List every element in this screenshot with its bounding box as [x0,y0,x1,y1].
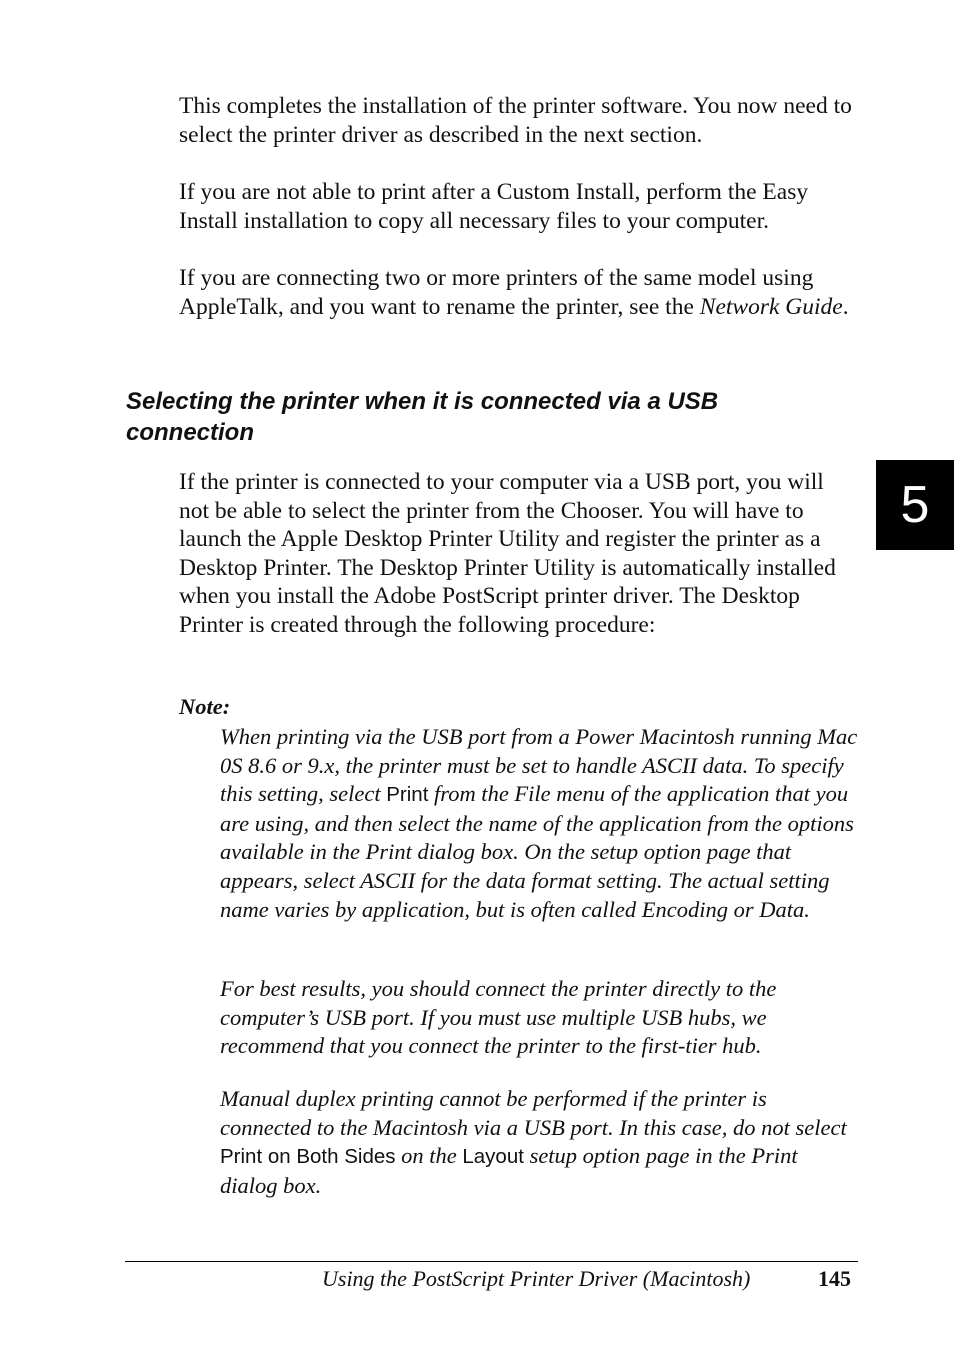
network-guide-reference: Network Guide [699,293,843,320]
print-on-both-sides-option: Print on Both Sides [220,1145,396,1169]
print-command: Print [386,783,429,807]
note-duplex-text-c: setup option page in the Print dialog box. [220,1143,798,1198]
note-duplex-text-b: on the [395,1143,463,1169]
paragraph-appletalk-end: . [842,293,849,320]
note-usb-hubs: For best results, you should connect the printer directly to the computer’s USB port. If you must use multiple USB hubs, we recommend that you connect the printer to the first-tier hub. [220,976,777,1059]
note-ascii-text-a: When printing via the USB port from a Power Macintosh running Mac 0S 8.6 or 9.x, the printer must be set to handle ASCII data. To specify this setting, select [220,724,858,807]
paragraph-appletalk-text: If you are connecting two or more printers of the same model using AppleTalk, and you want to rename the printer, see the [179,265,814,320]
note-label: Note: [179,694,231,719]
section-heading: Selecting the printer when it is connected via a USB connection [126,388,719,446]
note-ascii-data [220,723,860,924]
footer-rule [125,1261,858,1262]
note-duplex-text-a: Manual duplex printing cannot be performed if the printer is connected to the Macintosh via a USB port. In this case, do not select [220,1086,847,1140]
note-ascii-text-b: from the File menu of the application that you are using, and then select the name of the application from the options available in the Print dialog box. On the setup option page that appears, select ASCII for the data format setting. The actual setting name varies by application, but is often called Encoding or Data. [220,781,854,922]
note-manual-duplex [220,1085,860,1200]
paragraph-appletalk [179,264,859,321]
paragraph-installation-complete: This completes the installation of the printer software. You now need to select the printer driver as described in the next section. [179,93,852,148]
footer-title: Using the PostScript Printer Driver (Macintosh) [322,1266,751,1291]
chapter-tab: 5 [876,460,954,550]
page-number: 145 [818,1266,851,1291]
paragraph-usb-intro: If the printer is connected to your computer via a USB port, you will not be able to select the printer from the Chooser. You will have to launch the Apple Desktop Printer Utility and register the printer as a Desktop Printer. The Desktop Printer Utility is automatically installed when you install the Adobe PostScript printer driver. The Desktop Printer is created through the following procedure: [179,469,836,638]
paragraph-custom-install: If you are not able to print after a Custom Install, perform the Easy Install installation to copy all necessary files to your computer. [179,179,809,234]
layout-option: Layout [462,1145,524,1169]
